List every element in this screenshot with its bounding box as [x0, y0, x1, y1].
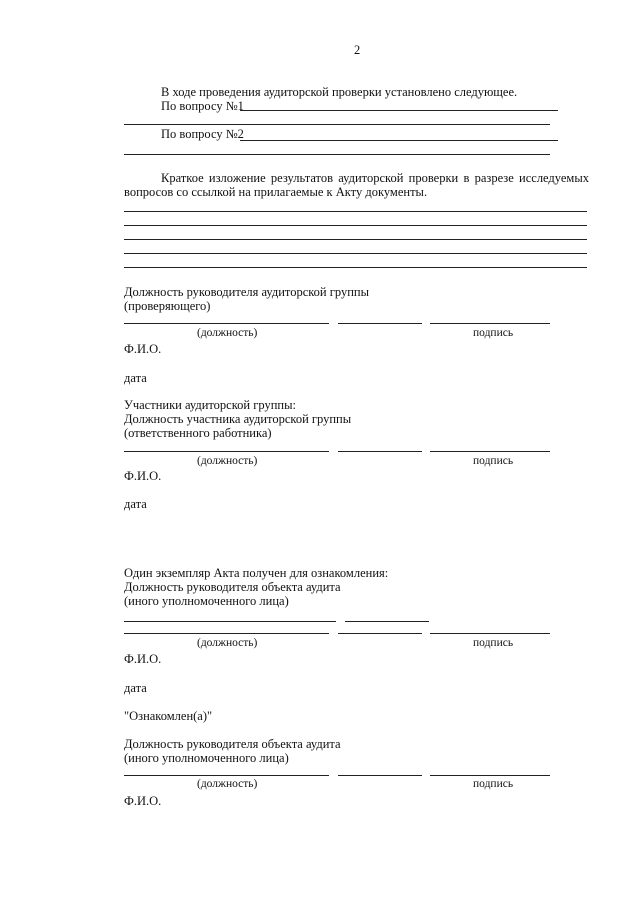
signature-caption: подпись: [473, 455, 514, 467]
name-line: [124, 621, 336, 622]
summary-line-2: вопросов со ссылкой на прилагаемые к Акту документы.: [124, 185, 428, 199]
signature-short-line: [338, 633, 422, 634]
signature-line: [430, 451, 550, 452]
signature-caption: подпись: [473, 778, 514, 790]
summary-blank-line: [124, 239, 587, 240]
page-number: 2: [354, 43, 361, 57]
question-1-line-2: [124, 124, 550, 125]
summary-blank-line: [124, 267, 587, 268]
fio-label: Ф.И.О.: [124, 652, 162, 666]
question-2-line: [240, 140, 558, 141]
head-title: Должность руководителя аудиторской группы: [124, 285, 369, 299]
fio-label: Ф.И.О.: [124, 469, 162, 483]
position-caption: (должность): [197, 455, 258, 467]
members-title-3: (ответственного работника): [124, 426, 272, 440]
members-title: Участники аудиторской группы:: [124, 398, 296, 412]
question-2-label: По вопросу №2: [161, 127, 244, 141]
copy-title: Один экземпляр Акта получен для ознакомления:: [124, 566, 389, 580]
position-line: [124, 633, 329, 634]
findings-intro: В ходе проведения аудиторской проверки установлено следующее.: [161, 85, 518, 99]
position-caption: (должность): [197, 327, 258, 339]
signature-short-line: [338, 323, 422, 324]
question-2-line-2: [124, 154, 550, 155]
signature-short-line: [338, 775, 422, 776]
members-title-2: Должность участника аудиторской группы: [124, 412, 352, 426]
acknowledged-label: "Ознакомлен(а)": [124, 709, 213, 723]
copy-title-3: (иного уполномоченного лица): [124, 594, 289, 608]
ack-title-2: (иного уполномоченного лица): [124, 751, 289, 765]
question-1-label: По вопросу №1: [161, 99, 244, 113]
summary-blank-line: [124, 225, 587, 226]
fio-label: Ф.И.О.: [124, 342, 162, 356]
question-1-line: [240, 110, 558, 111]
position-caption: (должность): [197, 778, 258, 790]
copy-title-2: Должность руководителя объекта аудита: [124, 580, 341, 594]
signature-line: [430, 323, 550, 324]
position-line: [124, 323, 329, 324]
position-line: [124, 775, 329, 776]
ack-title: Должность руководителя объекта аудита: [124, 737, 341, 751]
summary-line-1: Краткое изложение результатов аудиторской проверки в разрезе исследуемых: [161, 171, 589, 185]
date-label: дата: [124, 681, 147, 695]
signature-line: [430, 633, 550, 634]
name-line-short: [345, 621, 429, 622]
signature-short-line: [338, 451, 422, 452]
signature-caption: подпись: [473, 327, 514, 339]
position-line: [124, 451, 329, 452]
summary-blank-line: [124, 211, 587, 212]
fio-label: Ф.И.О.: [124, 794, 162, 808]
summary-blank-line: [124, 253, 587, 254]
date-label: дата: [124, 497, 147, 511]
position-caption: (должность): [197, 637, 258, 649]
signature-line: [430, 775, 550, 776]
date-label: дата: [124, 371, 147, 385]
head-title-sub: (проверяющего): [124, 299, 211, 313]
signature-caption: подпись: [473, 637, 514, 649]
